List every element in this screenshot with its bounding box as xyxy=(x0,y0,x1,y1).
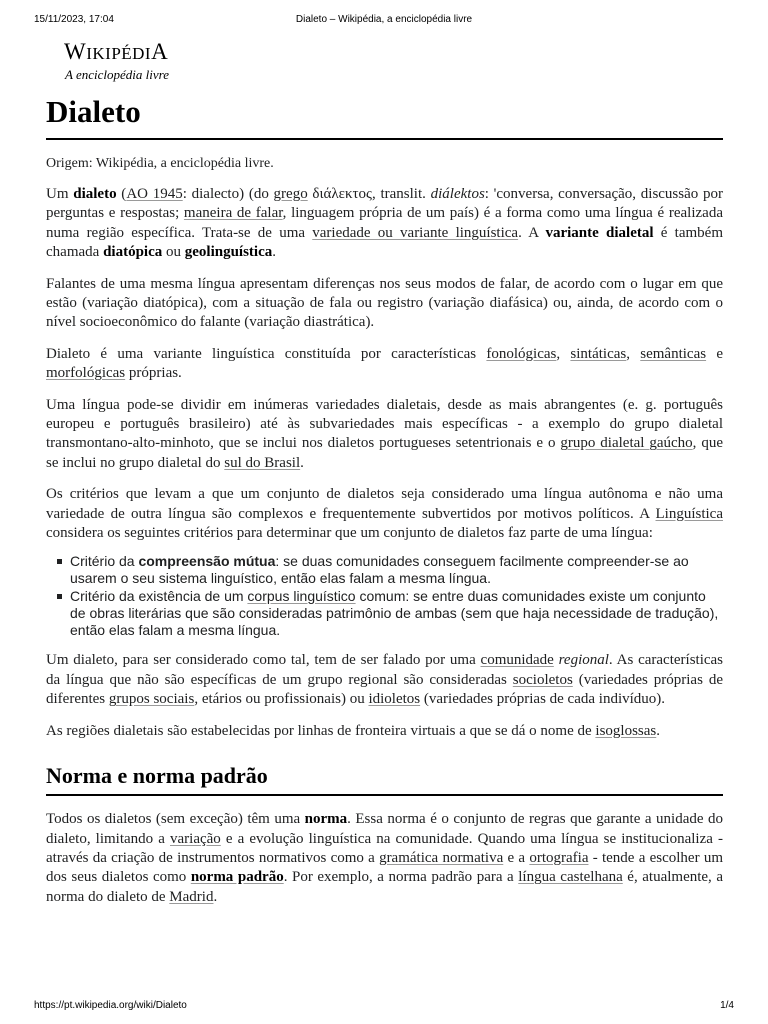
link-ortografia[interactable]: ortografia xyxy=(529,849,589,866)
criteria-list xyxy=(46,553,723,640)
list-item: Critério da compreensão mútua: se duas comunidades conseguem facilmente compreender-se ao usarem o seu sistema linguístico, então elas falam a mesma língua. xyxy=(70,553,723,588)
link-comunidade[interactable]: comunidade xyxy=(480,652,554,669)
print-header xyxy=(34,14,734,28)
wikipedia-logo[interactable] xyxy=(64,40,169,83)
link-variacao[interactable]: variação xyxy=(170,830,221,847)
print-page-number: 1/4 xyxy=(720,1000,734,1011)
logo-wordmark: WIKIPÉDIA xyxy=(64,39,169,64)
link-semanticas[interactable]: semânticas xyxy=(640,345,707,362)
link-grupos-sociais[interactable]: grupos sociais xyxy=(108,691,195,708)
norm-paragraph: Todos os dialetos (sem exceção) têm uma norma. Essa norma é o conjunto de regras que garante a unidade do dialeto, limitando a variação e a evolução linguística na comunidade. Quando uma língua se institucionaliza - através da criação de instrumentos normativos como a gramática normativa e a ortografia - tende a escolher um dos seus dialetos como norma padrão. Por exemplo, a norma padrão para a língua castelhana é, atualmente, a norma do dialeto de Madrid. xyxy=(46,811,724,905)
link-sintaticas[interactable]: sintáticas xyxy=(570,345,627,362)
bullet-icon xyxy=(57,594,62,599)
link-grupo-dialetal-gaucho[interactable]: grupo dialetal gaúcho xyxy=(560,435,693,452)
article-content xyxy=(46,92,723,907)
isoglosses-paragraph: As regiões dialetais são estabelecidas por linhas de fronteira virtuais a que se dá o nome de isoglossas. xyxy=(46,722,660,739)
print-datetime: 15/11/2023, 17:04 xyxy=(34,14,114,25)
link-socioletos[interactable]: socioletos xyxy=(512,671,573,688)
link-madrid[interactable]: Madrid xyxy=(169,888,214,905)
site-subtitle: Origem: Wikipédia, a enciclopédia livre. xyxy=(46,156,274,171)
link-variedade-linguistica[interactable]: variedade ou variante linguística xyxy=(312,224,519,241)
link-ao-1945[interactable]: AO 1945 xyxy=(126,186,183,202)
link-idioletos[interactable]: idioletos xyxy=(368,691,421,708)
print-footer xyxy=(34,1000,734,1014)
link-lingua-castelhana[interactable]: língua castelhana xyxy=(518,869,623,886)
link-linguistica[interactable]: Linguística xyxy=(655,505,723,522)
logo-tagline: A enciclopédia livre xyxy=(65,67,169,82)
intro-paragraph: Um dialeto (AO 1945: dialecto) (do grego διάλεκτος, translit. diálektos: 'conversa, conversação, discussão por perguntas e respostas; maneira de falar, linguagem própria de um país) é a forma como uma língua é realizada numa região específica. Trata-se de uma variedade ou variante linguística. A variante dialetal é também chamada diatópica ou geolinguística. xyxy=(46,186,723,261)
link-corpus-linguistico[interactable]: corpus linguístico xyxy=(247,587,356,604)
characteristics-paragraph: Dialeto é uma variante linguística constituída por características fonológicas, sintáticas, semânticas e morfológicas próprias. xyxy=(46,345,724,382)
link-sul-do-brasil[interactable]: sul do Brasil xyxy=(224,454,301,471)
link-gramatica-normativa[interactable]: gramática normativa xyxy=(379,849,504,866)
link-norma-padrao[interactable]: norma padrão xyxy=(190,869,284,886)
bullet-icon xyxy=(57,559,62,564)
criteria-intro-paragraph: Os critérios que levam a que um conjunto de dialetos seja considerado uma língua autônoma e não uma variedade de outra língua são complexos e frequentemente subvertidos por motivos políticos. A Linguística considera os seguintes critérios para determinar que um conjunto de dialetos faz parte de uma língua: xyxy=(46,486,723,542)
link-maneira-de-falar[interactable]: maneira de falar xyxy=(183,205,283,222)
print-document-title: Dialeto – Wikipédia, a enciclopédia livre xyxy=(295,14,473,25)
link-fonologicas[interactable]: fonológicas xyxy=(486,345,557,362)
link-morfologicas[interactable]: morfológicas xyxy=(46,365,126,382)
community-paragraph: Um dialeto, para ser considerado como tal, tem de ser falado por uma comunidade regional. As características da língua que não são específicas de um grupo regional são consideradas socioletos (variedades próprias de diferentes grupos sociais, etários ou profissionais) ou idioletos (variedades próprias de cada indivíduo). xyxy=(46,652,724,708)
print-url: https://pt.wikipedia.org/wiki/Dialeto xyxy=(34,1000,187,1011)
variation-paragraph: Falantes de uma mesma língua apresentam diferenças nos seus modos de falar, de acordo com o lugar em que estão (variação diatópica), com a situação de fala ou registro (variação diafásica) ou, ainda, de acordo com o nível socioeconômico do falante (variação diastrática). xyxy=(46,275,723,331)
page-title: Dialeto xyxy=(46,92,723,140)
varieties-paragraph: Uma língua pode-se dividir em inúmeras variedades dialetais, desde as mais abrangentes (e. g. português europeu e português brasileiro) até às subvariedades mais específicas - a exemplo do grupo dialetal transmontano-alto-minhoto, que se inclui nos dialetos portugueses setentrionais e o grupo dialetal gaúcho, que se inclui no grupo dialetal do sul do Brasil. xyxy=(46,396,723,471)
list-item: Critério da existência de um corpus linguístico comum: se entre duas comunidades existe um conjunto de obras literárias que são consideradas patrimônio de ambas (sem que haja necessidade de tradução), então elas falam a mesma língua. xyxy=(70,588,723,640)
section-heading-norma: Norma e norma padrão xyxy=(46,761,723,796)
link-isoglossas[interactable]: isoglossas xyxy=(595,722,657,739)
link-grego[interactable]: grego xyxy=(273,186,308,202)
